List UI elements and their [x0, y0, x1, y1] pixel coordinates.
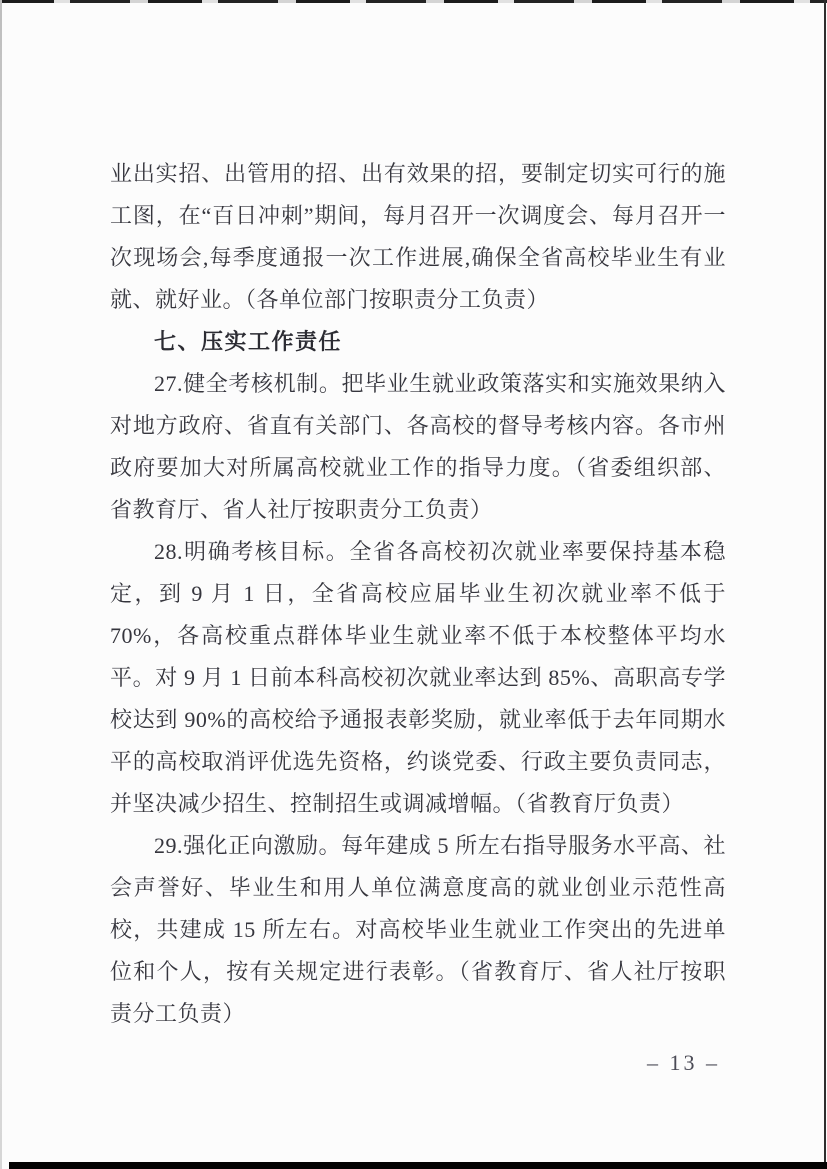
scan-artifact-left-edge: [0, 0, 2, 1169]
paragraph: 27.健全考核机制。把毕业生就业政策落实和实施效果纳入对地方政府、省直有关部门、各高校的督导考核内容。各市州政府要加大对所属高校就业工作的指导力度。（省委组织部、省教育厅、省人社厅按职责分工负责）: [110, 371, 726, 522]
scan-artifact-top-edge: [0, 0, 827, 3]
section-heading: 七、压实工作责任: [154, 329, 343, 354]
scan-artifact-right-edge: [824, 0, 826, 1169]
paragraph: 28.明确考核目标。全省各高校初次就业率要保持基本稳定，到 9 月 1 日，全省高校应届毕业生初次就业率不低于 70%，各高校重点群体毕业生就业率不低于本校整体平均水平。对 9 月 1 日前本科高校初次就业率达到 85%、高职高专学校达到 90%的高校给予通报表彰奖励，就业率低于去年同期水平的高校取消评优选先资格，约谈党委、行政主要负责同志，并坚决减少招生、控制招生或调减增幅。（省教育厅负责）: [110, 539, 726, 816]
paragraph: 业出实招、出管用的招、出有效果的招，要制定切实可行的施工图，在“百日冲刺”期间，每月召开一次调度会、每月召开一次现场会,每季度通报一次工作进展,确保全省高校毕业生有业就、就好业。（各单位部门按职责分工负责）: [110, 161, 726, 312]
scan-artifact-bottom-edge: [9, 1162, 827, 1169]
paragraph: 29.强化正向激励。每年建成 5 所左右指导服务水平高、社会声誉好、毕业生和用人单位满意度高的就业创业示范性高校，共建成 15 所左右。对高校毕业生就业工作突出的先进单位和个人，按有关规定进行表彰。（省教育厅、省人社厅按职责分工负责）: [110, 833, 726, 1026]
document-body: [110, 153, 726, 1035]
page-number: – 13 –: [647, 1050, 720, 1075]
